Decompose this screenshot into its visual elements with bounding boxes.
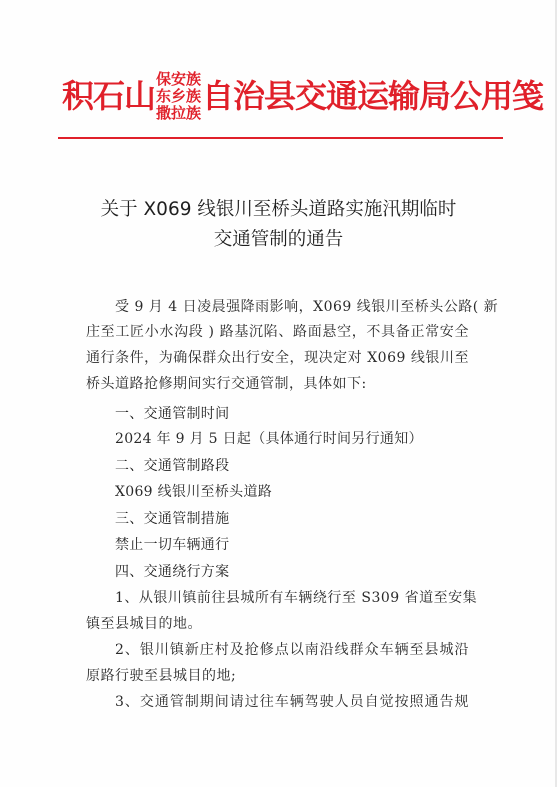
section-heading-time: 一、交通管制时间 — [115, 406, 230, 422]
detour-item-1-line-2: 镇至县城目的地。 — [86, 616, 202, 632]
detour-item-2-line-1: 2、银川镇新庄村及抢修点以南沿线群众车辆至县城沿 — [115, 642, 469, 658]
intro-line-3: 通行条件，为确保群众出行安全，现决定对 X069 线银川至 — [86, 350, 469, 366]
letterhead-county-name: 积石山 — [62, 77, 156, 115]
letterhead — [62, 69, 544, 122]
detour-item-3-line-1: 3、交通管制期间请过往车辆驾驶人员自觉按照通告规 — [115, 694, 469, 710]
intro-line-1: 受 9 月 4 日凌晨强降雨影响，X069 线银川至桥头公路( 新 — [115, 299, 499, 315]
document-title-line-1: 关于 X069 线银川至桥头道路实施汛期临时 — [100, 199, 457, 220]
letterhead-ethnic-groups — [156, 71, 201, 122]
detour-item-2-line-2: 原路行驶至县城目的地; — [86, 668, 237, 684]
ethnic-group-baoan: 保安族 — [156, 69, 202, 88]
section-heading-measures: 三、交通管制措施 — [115, 511, 230, 527]
ethnic-group-sala: 撒拉族 — [156, 103, 202, 122]
letterhead-bureau-name: 自治县交通运输局公用笺 — [202, 77, 544, 115]
section-body-road: X069 线银川至桥头道路 — [115, 484, 273, 500]
section-heading-detour: 四、交通绕行方案 — [115, 564, 230, 580]
document-title-line-2: 交通管制的通告 — [213, 229, 344, 250]
letterhead-divider — [58, 137, 503, 139]
section-heading-road: 二、交通管制路段 — [115, 458, 230, 474]
ethnic-group-dongxiang: 东乡族 — [156, 86, 202, 105]
detour-item-1-line-1: 1、从银川镇前往县城所有车辆绕行至 S309 省道至安集 — [115, 590, 478, 606]
intro-line-2: 庄至工匠小水沟段 ) 路基沉陷、路面悬空，不具备正常安全 — [86, 324, 469, 340]
section-body-measures: 禁止一切车辆通行 — [115, 537, 230, 553]
section-body-time: 2024 年 9 月 5 日起（具体通行时间另行通知） — [115, 431, 423, 447]
intro-line-4: 桥头道路抢修期间实行交通管制，具体如下: — [86, 376, 367, 392]
